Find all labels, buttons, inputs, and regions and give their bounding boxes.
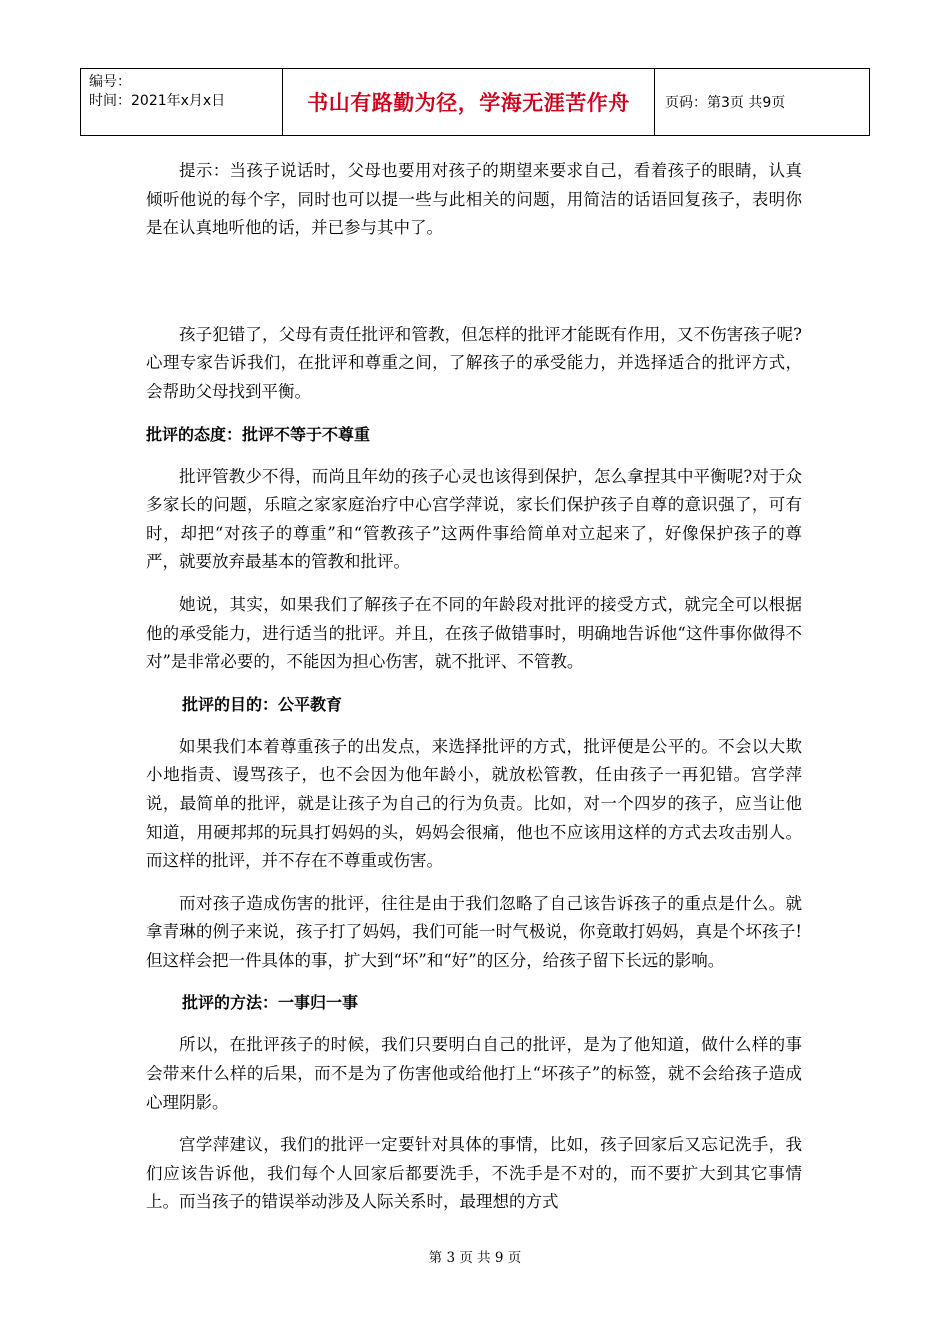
page-header (80, 68, 870, 136)
section-heading: 批评的方法：一事归一事 (182, 993, 359, 1013)
paragraph: 所以，在批评孩子的时候，我们只要明白自己的批评，是为了他知道，做什么样的事会带来什么样的后果，而不是为了伤害他或给他打上“坏孩子”的标签，就不会给孩子造成心理阴影。 (146, 1035, 802, 1112)
header-motto: 书山有路勤为径，学海无涯苦作舟 (283, 69, 655, 135)
paragraph: 孩子犯错了，父母有责任批评和管教，但怎样的批评才能既有作用，又不伤害孩子呢?心理专家告诉我们，在批评和尊重之间，了解孩子的承受能力，并选择适合的批评方式，会帮助父母找到平衡。 (146, 324, 802, 401)
header-page-info: 页码：第3页 共9页 (665, 95, 786, 111)
paragraph: 如果我们本着尊重孩子的出发点，来选择批评的方式，批评便是公平的。不会以大欺小地指责、谩骂孩子，也不会因为他年龄小，就放松管教，任由孩子一再犯错。宫学萍说，最简单的批评，就是让孩子为自己的行为负责。比如，对一个四岁的孩子，应当让他知道，用硬邦邦的玩具打妈妈的头，妈妈会很痛，他也不应该用这样的方式去攻击别人。而这样的批评，并不存在不尊重或伤害。 (146, 736, 802, 871)
section-heading: 批评的态度：批评不等于不尊重 (146, 424, 371, 444)
number-label: 编号： (89, 74, 131, 90)
paragraph: 而对孩子造成伤害的批评，往往是由于我们忽略了自己该告诉孩子的重点是什么。就拿青琳的例子来说，孩子打了妈妈，我们可能一时气极说，你竟敢打妈妈，真是个坏孩子!但这样会把一件具体的事，扩大到“坏”和“好”的区分，给孩子留下长远的影响。 (146, 893, 802, 970)
paragraph: 批评管教少不得，而尚且年幼的孩子心灵也该得到保护，怎么拿捏其中平衡呢?对于众多家长的问题，乐暄之家家庭治疗中心宫学萍说，家长们保护孩子自尊的意识强了，可有时，却把“对孩子的尊重”和“管教孩子”这两件事给简单对立起来了，好像保护孩子的尊严，就要放弃最基本的管教和批评。 (146, 466, 802, 572)
paragraph: 提示：当孩子说话时，父母也要用对孩子的期望来要求自己，看着孩子的眼睛，认真倾听他说的每个字，同时也可以提一些与此相关的问题，用简洁的话语回复孩子，表明你是在认真地听他的话，并已参与其中了。 (146, 161, 802, 238)
paragraph: 她说，其实，如果我们了解孩子在不同的年龄段对批评的接受方式，就完全可以根据他的承受能力，进行适当的批评。并且，在孩子做错事时，明确地告诉他“这件事你做得不对”是非常必要的，不能因为担心伤害，就不批评、不管教。 (146, 594, 802, 672)
section-heading: 批评的目的：公平教育 (182, 694, 343, 714)
header-meta (81, 69, 283, 135)
time-label: 时间：2021年x月x日 (89, 93, 226, 109)
document-body (146, 157, 802, 1217)
paragraph: 宫学萍建议，我们的批评一定要针对具体的事情，比如，孩子回家后又忘记洗手，我们应该告诉他，我们每个人回家后都要洗手，不洗手是不对的，而不要扩大到其它事情上。而当孩子的错误举动涉及人际关系时，最理想的方式 (146, 1135, 802, 1212)
page-footer: 第 3 页 共 9 页 (428, 1250, 522, 1266)
